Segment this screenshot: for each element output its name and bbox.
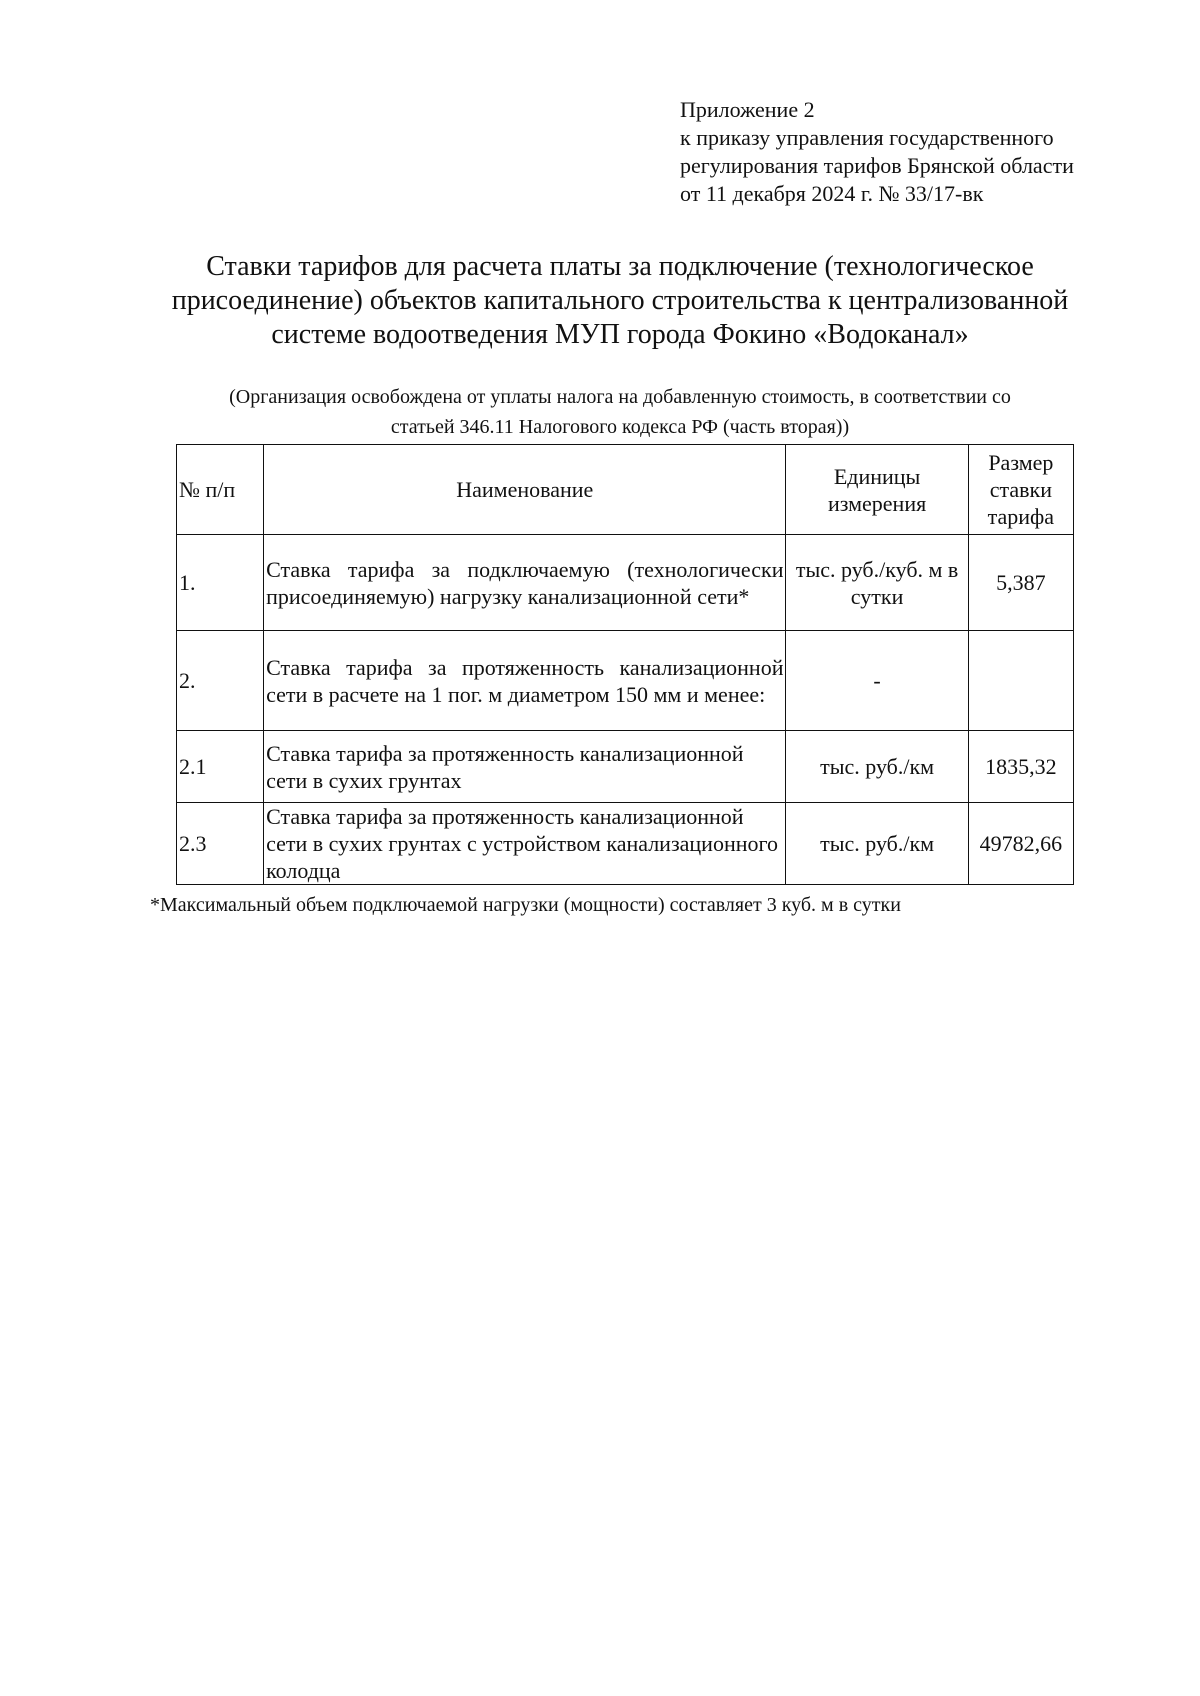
- header-value: Размер ставки тарифа: [968, 445, 1073, 535]
- table-row: [177, 535, 1074, 631]
- row-num: 2.: [177, 631, 264, 731]
- row-unit: -: [786, 631, 968, 731]
- row-value: 5,387: [968, 535, 1073, 631]
- note-line: (Организация освобождена от уплаты налога на добавленную стоимость, в соответствии со: [229, 386, 1011, 408]
- appendix-line: от 11 декабря 2024 г. № 33/17-вк: [680, 181, 984, 206]
- title-line: Ставки тарифов для расчета платы за подключение (технологическое: [206, 251, 1034, 282]
- footnote: *Максимальный объем подключаемой нагрузки (мощности) составляет 3 куб. м в сутки: [150, 894, 901, 916]
- row-value: 1835,32: [968, 731, 1073, 803]
- table-row: [177, 731, 1074, 803]
- table-row: [177, 803, 1074, 885]
- row-unit: тыс. руб./куб. м в сутки: [786, 535, 968, 631]
- header-unit: Единицы измерения: [786, 445, 968, 535]
- title-line: системе водоотведения МУП города Фокино «Водоканал»: [271, 319, 969, 350]
- row-value: [968, 631, 1073, 731]
- row-name: Ставка тарифа за протяженность канализационной сети в расчете на 1 пог. м диаметром 150 мм и менее:: [264, 631, 786, 731]
- row-value: 49782,66: [968, 803, 1073, 885]
- row-name: Ставка тарифа за подключаемую (технологически присоединяемую) нагрузку канализационной сети*: [264, 535, 786, 631]
- row-unit: тыс. руб./км: [786, 731, 968, 803]
- appendix-line: к приказу управления государственного: [680, 125, 1054, 150]
- appendix-line: регулирования тарифов Брянской области: [680, 153, 1074, 178]
- table-row: [177, 631, 1074, 731]
- note-line: статьей 346.11 Налогового кодекса РФ (часть вторая)): [390, 416, 850, 438]
- appendix-block: [680, 96, 1160, 208]
- row-name: Ставка тарифа за протяженность канализационной сети в сухих грунтах: [264, 731, 786, 803]
- row-unit: тыс. руб./км: [786, 803, 968, 885]
- row-num: 2.3: [177, 803, 264, 885]
- document-title: [120, 250, 1120, 352]
- row-num: 1.: [177, 535, 264, 631]
- header-name: Наименование: [264, 445, 786, 535]
- vat-note: [140, 382, 1100, 442]
- table-header-row: [177, 445, 1074, 535]
- tariff-table: [176, 444, 1074, 885]
- header-num: № п/п: [177, 445, 264, 535]
- row-num: 2.1: [177, 731, 264, 803]
- appendix-line: Приложение 2: [680, 97, 815, 122]
- title-line: присоединение) объектов капитального строительства к централизованной: [171, 285, 1069, 316]
- row-name: Ставка тарифа за протяженность канализационной сети в сухих грунтах с устройством канализационного колодца: [264, 803, 786, 885]
